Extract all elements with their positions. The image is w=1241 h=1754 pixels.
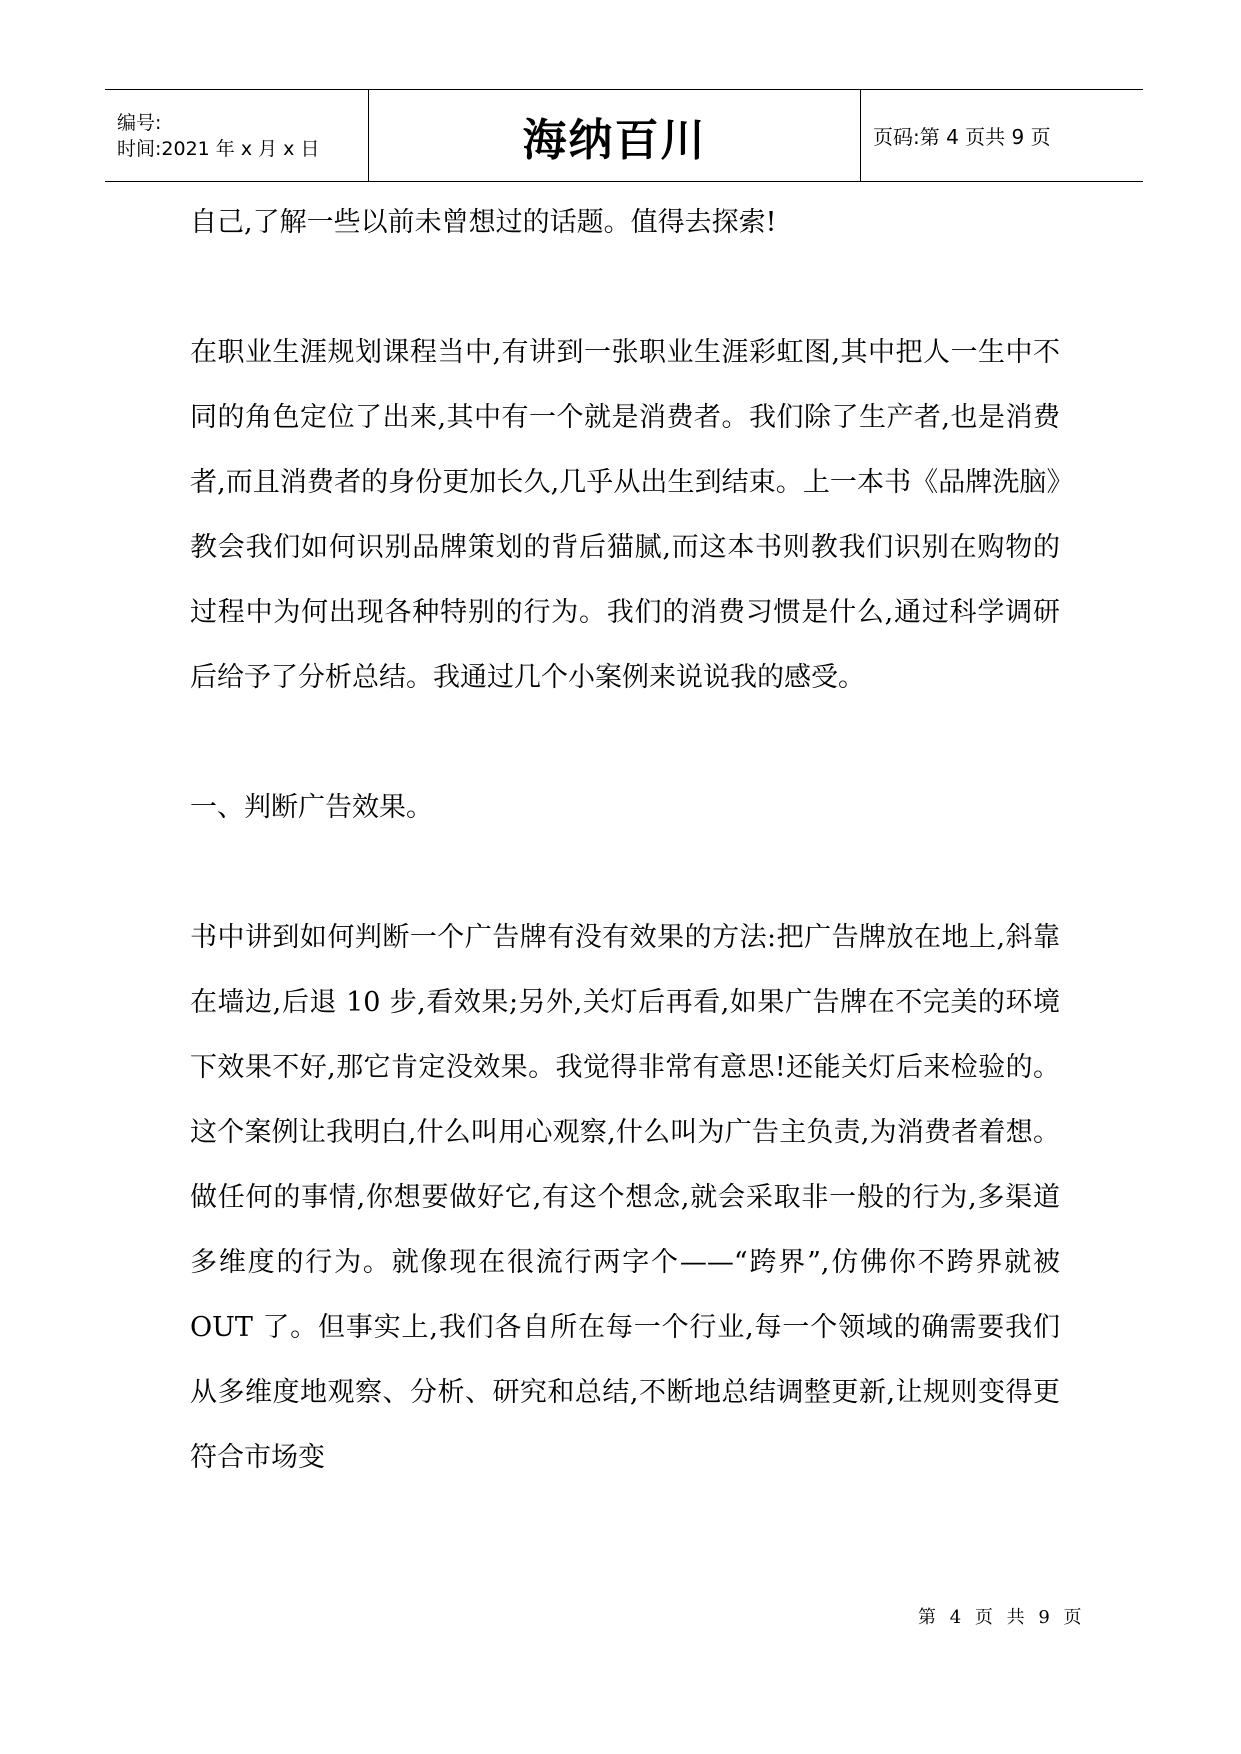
paragraph-3: 书中讲到如何判断一个广告牌有没有效果的方法:把广告牌放在地上,斜靠在墙边,后退 10 步,看效果;另外,关灯后再看,如果广告牌在不完美的环境下效果不好,那它肯定没效果。我觉得非常有意思!还能关灯后来检验的。这个案例让我明白,什么叫用心观察,什么叫为广告主负责,为消费者着想。做任何的事情,你想要做好它,有这个想念,就会采取非一般的行为,多渠道多维度的行为。就像现在很流行两字个——“跨界”,仿佛你不跨界就被 OUT 了。但事实上,我们各自所在每一个行业,每一个领域的确需要我们从多维度地观察、分析、研究和总结,不断地总结调整更新,让规则变得更符合市场变: [190, 922, 1060, 1473]
header-meta-cell: [105, 90, 369, 181]
document-header: [105, 89, 1143, 182]
document-body: [190, 190, 1060, 1490]
header-page-cell: [861, 90, 1143, 181]
page-footer: 第 4 页 共 9 页: [918, 1607, 1086, 1628]
section-heading: 一、判断广告效果。: [190, 792, 433, 823]
header-title: 海纳百川: [522, 114, 707, 166]
header-title-cell: [369, 90, 861, 181]
paragraph-2: 在职业生涯规划课程当中,有讲到一张职业生涯彩虹图,其中把人一生中不同的角色定位了出来,其中有一个就是消费者。我们除了生产者,也是消费者,而且消费者的身份更加长久,几乎从出生到结束。上一本书《品牌洗脑》教会我们如何识别品牌策划的背后猫腻,而这本书则教我们识别在购物的过程中为何出现各种特别的行为。我们的消费习惯是什么,通过科学调研后给予了分析总结。我通过几个小案例来说说我的感受。: [190, 337, 1060, 693]
page-label: 页码:第 4 页共 9 页: [873, 125, 1051, 149]
time-label: 时间:2021 年 x 月 x 日: [117, 137, 320, 160]
number-label: 编号:: [117, 111, 162, 134]
paragraph-1: 自己,了解一些以前未曾想过的话题。值得去探索!: [190, 207, 777, 238]
